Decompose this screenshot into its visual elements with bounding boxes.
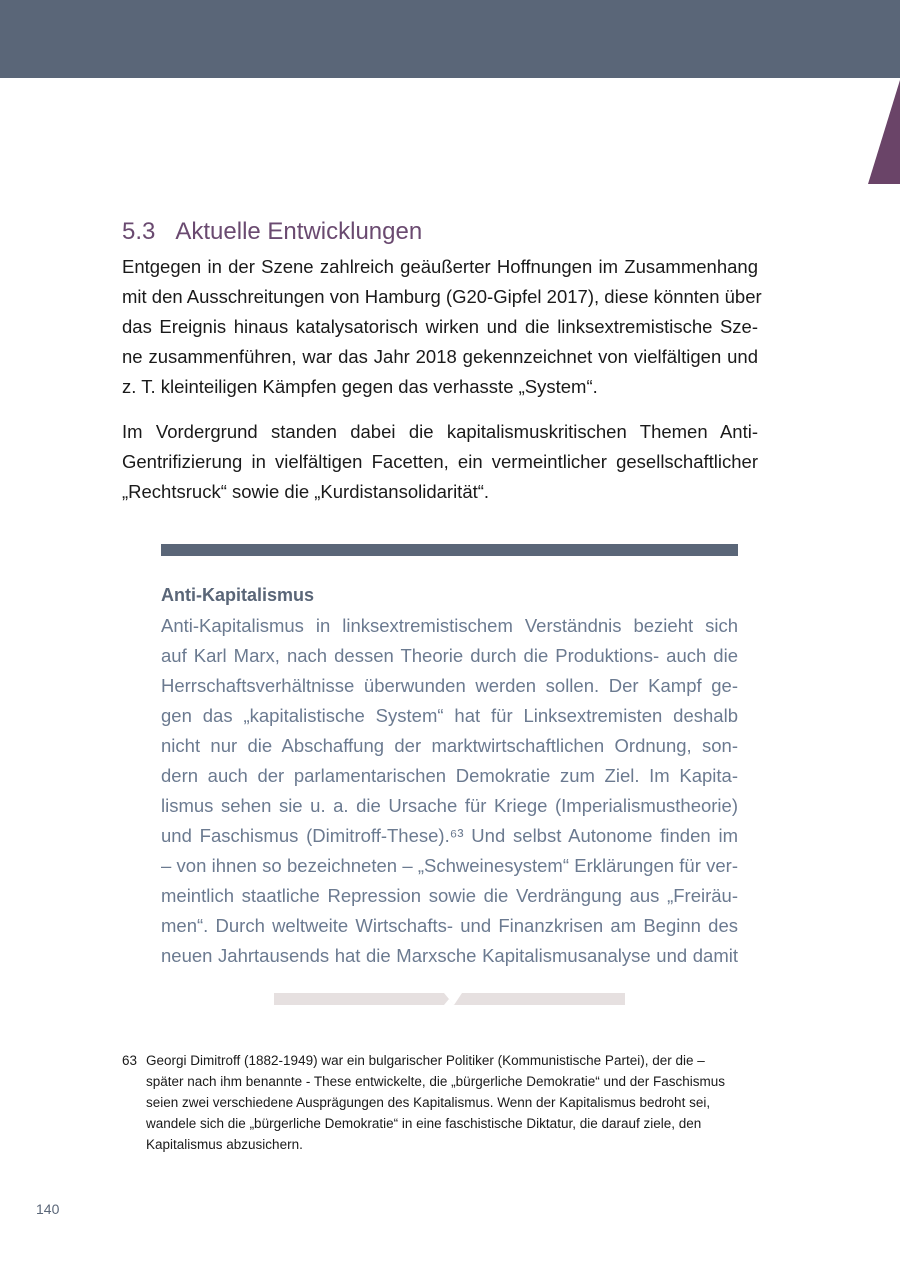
text-line: das Ereignis hinaus katalysatorisch wirken und die linksextremistische Sze- bbox=[122, 316, 758, 337]
text-line: auf Karl Marx, nach dessen Theorie durch die Produktions- auch die bbox=[161, 645, 738, 666]
text-line: gen das „kapitalistische System“ hat für Linksextremisten deshalb bbox=[161, 705, 738, 726]
infobox-continuation-marker bbox=[274, 993, 625, 1005]
section-title: Aktuelle Entwicklungen bbox=[175, 218, 423, 245]
footnote-number: 63 bbox=[122, 1053, 138, 1068]
text-line: mit den Ausschreitungen von Hamburg (G20-Gipfel 2017), diese könnten über bbox=[122, 286, 762, 307]
footnote-line: seien zwei verschiedene Ausprägungen des Kapitalismus. Wenn der Kapitalismus bedroht sei, bbox=[146, 1095, 711, 1110]
header-band bbox=[0, 0, 900, 78]
infobox-text bbox=[161, 611, 738, 971]
footnote-line: wandele sich die „bürgerliche Demokratie“ in eine faschistische Diktatur, die darauf ziele, den bbox=[146, 1116, 702, 1131]
footnote bbox=[122, 1050, 762, 1155]
section-heading bbox=[122, 218, 422, 246]
infobox-title: Anti-Kapitalismus bbox=[161, 585, 315, 605]
section-number: 5.3 bbox=[122, 218, 156, 245]
page-number: 140 bbox=[36, 1201, 60, 1217]
text-line: nicht nur die Abschaffung der marktwirtschaftlichen Ordnung, son- bbox=[161, 735, 738, 756]
paragraph-2 bbox=[122, 417, 758, 507]
chapter-marker-tab bbox=[868, 80, 900, 184]
text-line: meintlich staatliche Repression sowie die Verdrängung aus „Freiräu- bbox=[161, 885, 738, 906]
footnote-line: Georgi Dimitroff (1882-1949) war ein bulgarischer Politiker (Kommunistische Partei), der die – bbox=[146, 1053, 705, 1068]
text-line: Anti-Kapitalismus in linksextremistischem Verständnis bezieht sich bbox=[161, 615, 738, 636]
text-line: Entgegen in der Szene zahlreich geäußerter Hoffnungen im Zusammenhang bbox=[122, 256, 758, 277]
text-line: Gentrifizierung in vielfältigen Facetten, ein vermeintlicher gesellschaftlicher bbox=[122, 451, 758, 472]
text-line: lismus sehen sie u. a. die Ursache für Kriege (Imperialismustheorie) bbox=[161, 795, 738, 816]
paragraph-1 bbox=[122, 252, 762, 402]
footnote-line: später nach ihm benannte - These entwickelte, die „bürgerliche Demokratie“ und der Faschismus bbox=[146, 1074, 726, 1089]
text-line: men“. Durch weltweite Wirtschafts- und Finanzkrisen am Beginn des bbox=[161, 915, 738, 936]
text-line: ne zusammenführen, war das Jahr 2018 gekennzeichnet von vielfältigen und bbox=[122, 346, 758, 367]
text-line: – von ihnen so bezeichneten – „Schweinesystem“ Erklärungen für ver- bbox=[161, 855, 738, 876]
text-line: dern auch der parlamentarischen Demokratie zum Ziel. Im Kapita- bbox=[161, 765, 738, 786]
text-line: „Rechtsruck“ sowie die „Kurdistansolidarität“. bbox=[122, 481, 490, 502]
footnote-line: Kapitalismus abzusichern. bbox=[146, 1137, 303, 1152]
infobox-top-bar bbox=[161, 544, 738, 556]
text-line: Im Vordergrund standen dabei die kapitalismuskritischen Themen Anti- bbox=[122, 421, 758, 442]
text-line: z. T. kleinteiligen Kämpfen gegen das verhasste „System“. bbox=[122, 376, 598, 397]
text-line: und Faschismus (Dimitroff-These).⁶³ Und selbst Autonome finden im bbox=[161, 825, 738, 846]
text-line: neuen Jahrtausends hat die Marxsche Kapitalismusanalyse und damit bbox=[161, 945, 738, 966]
text-line: Herrschaftsverhältnisse überwunden werden sollen. Der Kampf ge- bbox=[161, 675, 738, 696]
